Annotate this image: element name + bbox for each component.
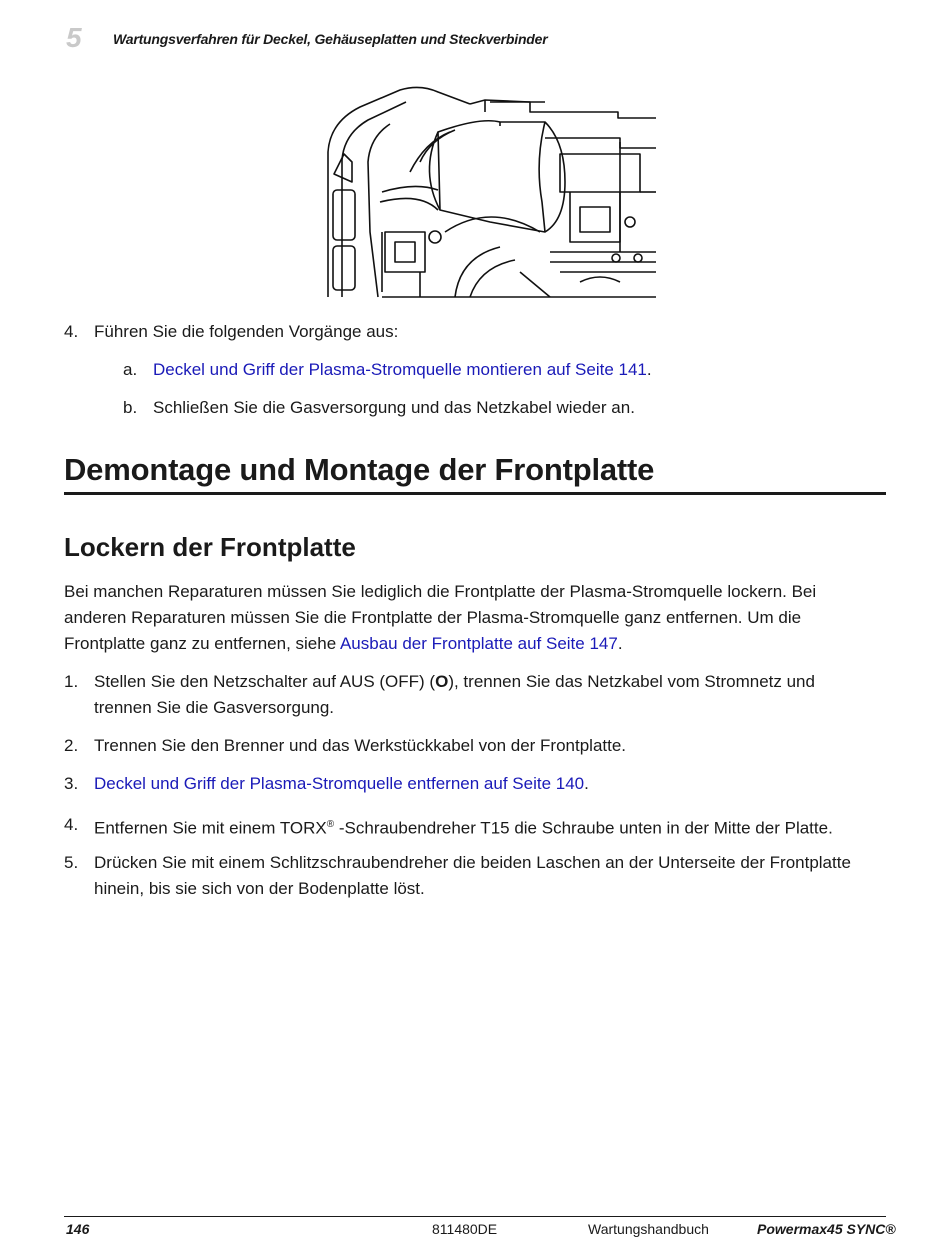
off-symbol: O bbox=[435, 672, 449, 691]
chapter-number: 5 bbox=[66, 22, 82, 53]
intro-paragraph: Bei manchen Reparaturen müssen Sie lediglich die Frontplatte der Plasma-Stromquelle lockern. Bei anderen Reparaturen müssen Sie die Frontplatte der Plasma-Stromquelle ganz entfernen. Um die Frontplatte ganz zu entfernen, siehe Ausbau der Frontplatte auf Seite 147. bbox=[64, 582, 817, 653]
chapter-title: Wartungsverfahren für Deckel, Gehäuseplatten und Steckverbinder bbox=[113, 31, 548, 47]
product-name: Powermax45 SYNC® bbox=[757, 1221, 896, 1237]
subsection-heading: Lockern der Frontplatte bbox=[64, 532, 356, 562]
registered-mark: ® bbox=[326, 819, 335, 830]
power-supply-illustration bbox=[320, 82, 656, 300]
footer-rule bbox=[64, 1216, 886, 1217]
link-deckel-montieren[interactable]: Deckel und Griff der Plasma-Stromquelle montieren auf Seite 141 bbox=[153, 360, 647, 379]
section-heading: Demontage und Montage der Frontplatte bbox=[64, 452, 655, 487]
page-header bbox=[64, 22, 884, 54]
manual-title: Wartungshandbuch bbox=[588, 1221, 709, 1237]
heading-rule bbox=[64, 492, 886, 495]
link-ausbau-frontplatte[interactable]: Ausbau der Frontplatte auf Seite 147 bbox=[339, 634, 618, 653]
link-deckel-entfernen[interactable]: Deckel und Griff der Plasma-Stromquelle entfernen auf Seite 140 bbox=[94, 774, 585, 793]
page-number: 146 bbox=[66, 1221, 90, 1237]
document-number: 811480DE bbox=[432, 1221, 498, 1237]
